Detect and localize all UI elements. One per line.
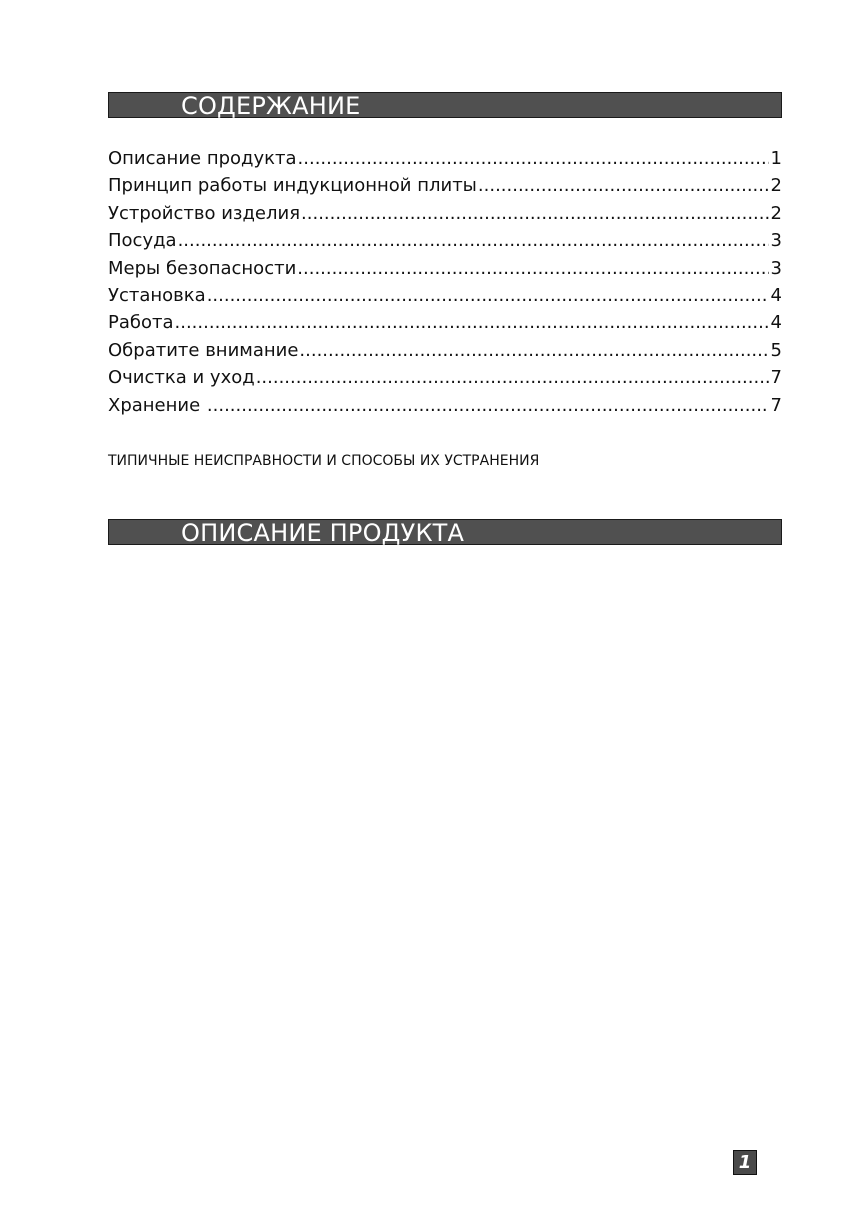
- toc-item-page: 3: [770, 230, 782, 252]
- toc-item-label: Хранение: [108, 394, 206, 416]
- toc-item-page: 4: [770, 284, 782, 306]
- toc-dot-leader: [178, 227, 769, 254]
- toc-item-label: Обратите внимание: [108, 339, 299, 361]
- table-of-contents: [108, 145, 782, 419]
- toc-item[interactable]: [108, 200, 782, 227]
- toc-item-label: Принцип работы индукционной плиты: [108, 175, 477, 197]
- toc-item-label: Устройство изделия: [108, 202, 301, 224]
- toc-item-label: Описание продукта: [108, 148, 297, 169]
- toc-item[interactable]: [108, 227, 782, 254]
- toc-dot-leader: [301, 200, 769, 227]
- toc-dot-leader: [298, 145, 769, 172]
- toc-item[interactable]: [108, 337, 782, 364]
- toc-item-page: 7: [770, 394, 782, 416]
- toc-item-page: 3: [770, 257, 782, 279]
- toc-dot-leader: [297, 255, 768, 282]
- page-number-badge: 1: [733, 1150, 757, 1175]
- contents-header-bar: [108, 92, 782, 118]
- toc-item-label: Посуда: [108, 230, 177, 252]
- toc-dot-leader: [207, 282, 769, 309]
- toc-item[interactable]: [108, 364, 782, 391]
- toc-dot-leader: [175, 309, 769, 336]
- contents-title: СОДЕРЖАНИЕ: [181, 92, 361, 120]
- toc-dot-leader: [207, 392, 769, 419]
- toc-item[interactable]: [108, 172, 782, 199]
- toc-item-page: 2: [770, 175, 782, 197]
- toc-item-page: 7: [770, 367, 782, 389]
- toc-item[interactable]: [108, 145, 782, 172]
- description-header-bar: [108, 519, 782, 545]
- toc-item-label: Работа: [108, 312, 174, 334]
- toc-item-page: 2: [770, 202, 782, 224]
- toc-item-label: Установка: [108, 284, 206, 306]
- toc-item-page: 1: [770, 148, 782, 169]
- toc-item-label: Очистка и уход: [108, 367, 255, 389]
- toc-item[interactable]: [108, 309, 782, 336]
- toc-item[interactable]: [108, 255, 782, 282]
- description-title: ОПИСАНИЕ ПРОДУКТА: [181, 519, 465, 547]
- toc-dot-leader: [299, 337, 768, 364]
- toc-item[interactable]: [108, 392, 782, 419]
- toc-item-page: 5: [770, 339, 782, 361]
- toc-dot-leader: [256, 364, 769, 391]
- troubleshooting-heading[interactable]: ТИПИЧНЫЕ НЕИСПРАВНОСТИ И СПОСОБЫ ИХ УСТРАНЕНИЯ: [108, 453, 540, 469]
- toc-dot-leader: [478, 172, 769, 199]
- toc-item-page: 4: [770, 312, 782, 334]
- toc-item-label: Меры безопасности: [108, 257, 297, 279]
- toc-item[interactable]: [108, 282, 782, 309]
